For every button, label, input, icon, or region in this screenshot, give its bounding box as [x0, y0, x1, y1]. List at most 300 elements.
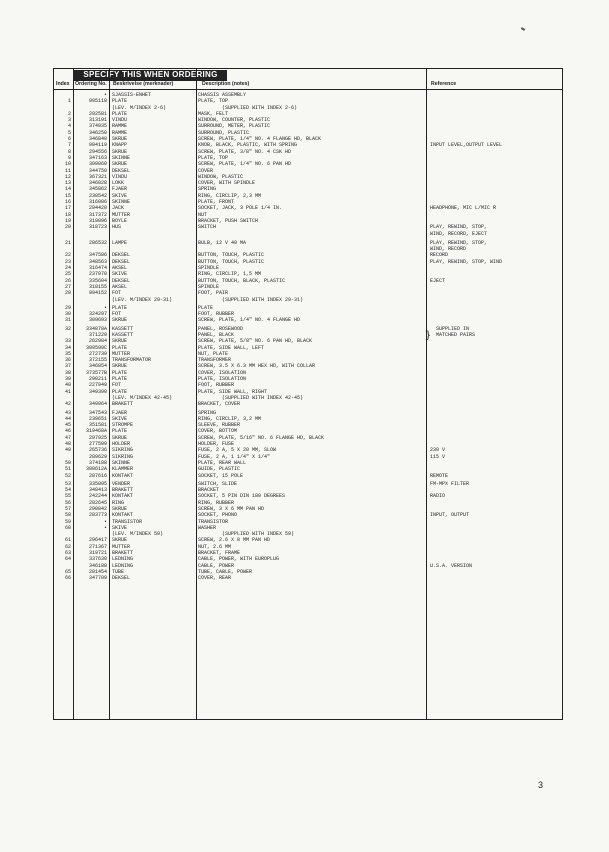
besk-cell: SKIVE — [112, 524, 128, 531]
desc-cell: BUTTON, TOUCH, BLACK, PLASTIC — [198, 277, 286, 284]
besk-cell: SKRUE — [112, 434, 128, 441]
desc-cell: PLATE, REAR WALL — [198, 459, 247, 466]
specify-banner: SPECIFY THIS WHEN ORDERING — [74, 70, 227, 80]
desc-cell: SCREW, 3.5 X 6.3 MM HEX HD, WITH COLLAR — [198, 363, 316, 370]
desc-cell: TRANSISTOR — [198, 518, 229, 525]
ordering-cell: 265736 — [88, 447, 107, 454]
desc-cell: COVER — [198, 167, 214, 174]
desc-cell: SOCKET, PHONO — [198, 512, 238, 519]
desc-cell: SCREW, PLATE, 3/8" NO. 4 CSK HD — [198, 148, 292, 155]
ordering-cell: 344750 — [88, 167, 107, 174]
desc-cell: SOCKET, 15 POLE — [198, 472, 244, 479]
index-cell: 6 — [67, 136, 71, 143]
besk-cell: AKSEL — [112, 265, 128, 272]
besk-cell: MUTTER — [112, 543, 131, 550]
desc-cell: CABLE, POWER, WITH EUROPLUG — [198, 556, 280, 563]
table-row — [54, 297, 564, 303]
besk-cell: KLAMMER — [112, 466, 134, 473]
ordering-cell: 277509 — [88, 441, 107, 448]
desc-cell: SLEEVE, RUBBER — [198, 422, 241, 429]
besk-cell: (LEV. M/INDEX 42-45) — [112, 394, 173, 401]
header-index: Index — [56, 81, 70, 87]
besk-cell: LOKK — [112, 180, 125, 187]
desc-cell: SCREW, PLATE, 1/4" NO. 4 FLANGE HD, BLACK — [198, 136, 322, 143]
desc-cell: HOLDER, FUSE — [198, 441, 235, 448]
besk-cell: RAMME — [112, 123, 128, 130]
besk-cell: KONTAKT — [112, 512, 134, 519]
ordering-cell: 239651 — [88, 415, 107, 422]
ref-cell: SUPPLIED IN — [430, 325, 470, 332]
besk-cell: PLATE — [112, 344, 128, 351]
besk-cell: STROMPE — [112, 422, 134, 429]
index-cell: 2 — [67, 110, 71, 117]
index-cell: 4 — [67, 123, 71, 130]
desc-cell: (SUPPLIED WITH INDEX 29-31) — [198, 296, 304, 303]
ordering-cell: 995118 — [88, 98, 107, 105]
ordering-cell: 230542 — [88, 192, 107, 199]
header-desc: Description (notes) — [202, 81, 250, 87]
index-cell: 17 — [64, 205, 71, 212]
besk-cell: SKRUE — [112, 148, 128, 155]
desc-cell: COVER, BOTTOM — [198, 428, 238, 435]
desc-cell: PANEL, BLACK — [198, 331, 235, 338]
desc-cell: FOOT, PAIR — [198, 290, 229, 297]
ordering-cell: 290211 — [88, 376, 107, 383]
besk-cell: (LEV. M/INDEX 2-6) — [112, 104, 167, 111]
besk-cell: SKINNE — [112, 459, 131, 466]
besk-cell: SKRUE — [112, 506, 128, 512]
besk-cell: LEDNING — [112, 556, 134, 563]
besk-cell: TRANSFORMATOR — [112, 357, 152, 364]
index-cell: 36 — [64, 357, 71, 364]
ref-cell: REMOTE — [430, 472, 449, 479]
index-cell: 32 — [64, 325, 71, 332]
besk-cell: MUTTER — [112, 350, 131, 357]
header-ordering: Ordering No. — [75, 81, 107, 87]
ordering-cell: 348563 — [88, 258, 107, 265]
ordering-cell: 262984 — [88, 338, 107, 345]
ordering-cell: 319721 — [88, 550, 107, 557]
besk-cell: VINDU — [112, 173, 128, 180]
ordering-cell: 309060 — [88, 161, 107, 168]
index-cell: 30 — [64, 311, 71, 318]
desc-cell: RING, CIRCLIP, 3,2 MM — [198, 415, 262, 422]
besk-cell: (LEV. M/INDEX 29-31) — [112, 296, 173, 303]
ordering-cell: 374188 — [88, 459, 107, 466]
index-cell: 50 — [64, 459, 71, 466]
ordering-cell: 994119 — [88, 142, 107, 149]
ordering-cell: 319096 — [88, 217, 107, 224]
index-cell: 20 — [64, 224, 71, 231]
index-cell: 16 — [64, 199, 71, 206]
ref-cell: PLAY, REWIND, STOP, — [430, 239, 488, 246]
desc-cell: SPRING — [198, 409, 217, 416]
table-row — [54, 231, 564, 237]
ordering-cell: • — [103, 304, 107, 311]
besk-cell: PLATE — [112, 428, 128, 435]
besk-cell: SKRUE — [112, 161, 128, 168]
besk-cell: FJAER — [112, 409, 128, 416]
ordering-cell: 334878A — [85, 325, 107, 332]
ordering-cell: 272739 — [88, 350, 107, 357]
ref-cell: INPUT LEVEL,OUTPUT LEVEL — [430, 142, 503, 149]
ref-cell: EJECT — [430, 277, 446, 284]
index-cell: 7 — [67, 142, 71, 149]
index-cell: 8 — [67, 148, 71, 155]
ordering-cell: 367321 — [88, 173, 107, 180]
desc-cell: SURROUND, METER, PLASTIC — [198, 123, 271, 130]
ordering-cell: 351581 — [88, 422, 107, 429]
index-cell: 49 — [64, 447, 71, 454]
ordering-cell: 286532 — [88, 239, 107, 246]
ordering-cell: 349964 — [88, 401, 107, 408]
ordering-cell: 347586 — [88, 252, 107, 259]
ref-cell: INPUT, OUTPUT — [430, 512, 470, 519]
ref-cell: HEADPHONE, MIC L/MIC R — [430, 205, 497, 212]
desc-cell: SPINDLE — [198, 283, 220, 290]
page-number: 3 — [538, 780, 544, 790]
ordering-cell: 289629 — [88, 453, 107, 460]
index-cell: 33 — [64, 338, 71, 345]
index-cell: 22 — [64, 252, 71, 259]
ref-cell: WIND, RECORD — [430, 246, 467, 253]
desc-cell: BRACKET, FRAME — [198, 550, 241, 557]
besk-cell: SKRUE — [112, 537, 128, 544]
ordering-cell: 374935 — [88, 123, 107, 130]
ordering-cell: 346854 — [88, 363, 107, 370]
besk-cell: SKRUE — [112, 338, 128, 345]
table-row — [54, 575, 564, 581]
desc-cell: SOCKET, 5 PIN DIN 180 DEGREES — [198, 493, 286, 500]
besk-cell: SJASSIS-ENHET — [112, 92, 152, 98]
ref-cell: 115 V — [430, 453, 446, 460]
index-cell: 59 — [64, 518, 71, 525]
ref-cell: PLAY, REWIND, STOP, WIND — [430, 258, 503, 265]
desc-cell: SWITCH — [198, 224, 217, 231]
index-cell: 15 — [64, 192, 71, 199]
desc-cell: COVER, REAR — [198, 575, 232, 582]
desc-cell: SCREW, 3 X 6 MM PAN HD — [198, 506, 265, 512]
index-cell: 34 — [64, 344, 71, 351]
ref-cell: 230 V — [430, 447, 446, 454]
desc-cell: RING, RUBBER — [198, 499, 235, 506]
ordering-cell: 335095 — [88, 480, 107, 487]
index-cell: 27 — [64, 283, 71, 290]
desc-cell: BRACKET, COVER — [198, 401, 241, 408]
ordering-cell: 347543 — [88, 409, 107, 416]
index-cell: 25 — [64, 271, 71, 278]
scan-mark — [521, 27, 525, 31]
desc-cell: CABLE, POWER — [198, 562, 235, 569]
ordering-cell: 317372 — [88, 211, 107, 218]
besk-cell: BRAKETT — [112, 550, 134, 557]
besk-cell: BRAKETT — [112, 401, 134, 408]
ordering-cell: 319468A — [85, 428, 107, 435]
ordering-cell: 346840 — [88, 136, 107, 143]
header-rule — [54, 89, 562, 90]
ordering-cell: 324297 — [88, 311, 107, 318]
besk-cell: KONTAKT — [112, 472, 134, 479]
ordering-cell: 335604 — [88, 277, 107, 284]
ordering-cell: 227949 — [88, 382, 107, 389]
ordering-cell: 271367 — [88, 543, 107, 550]
desc-cell: PLATE, SIDE WALL, RIGHT — [198, 388, 268, 395]
ordering-cell: 309693 — [88, 317, 107, 324]
ordering-cell: 292581 — [88, 110, 107, 117]
besk-cell: SKRUE — [112, 317, 128, 324]
desc-cell: SOCKET, JACK, 3 POLE 1/4 IN. — [198, 205, 283, 212]
besk-cell: LEDNING — [112, 562, 134, 569]
desc-cell: PLATE, FRONT — [198, 199, 235, 206]
index-cell: 9 — [67, 154, 71, 161]
ordering-cell: 316086 — [88, 199, 107, 206]
besk-cell: MUTTER — [112, 211, 131, 218]
index-cell: 24 — [64, 265, 71, 272]
ordering-cell: 346188 — [88, 562, 107, 569]
besk-cell: SIKRING — [112, 453, 134, 460]
index-cell: 13 — [64, 180, 71, 187]
ordering-cell: 283773 — [88, 512, 107, 519]
desc-cell: (SUPPLIED WITH INDEX 59) — [198, 531, 295, 538]
index-cell: 63 — [64, 550, 71, 557]
index-cell: 28 — [64, 290, 71, 297]
index-cell: 29 — [64, 304, 71, 311]
index-cell: 43 — [64, 409, 71, 416]
desc-cell: CHASSIS ASSEMBLY — [198, 92, 247, 98]
desc-cell: PANEL, ROSEWOOD — [198, 325, 244, 332]
desc-cell: NUT, PLATE — [198, 350, 229, 357]
desc-cell: FUSE, 2 A, 5 X 20 MM, SLOW — [198, 447, 277, 454]
besk-cell: SKINNE — [112, 199, 131, 206]
header-besk: Beskrivelse (merknader) — [113, 81, 174, 87]
ordering-cell: • — [103, 518, 107, 525]
besk-cell: (LEV. M/INDEX 59) — [112, 531, 164, 538]
index-cell: 39 — [64, 376, 71, 383]
table-body — [54, 92, 564, 582]
desc-cell: SCREW, PLATE, 5/8" NO. 6 PAN HD, BLACK — [198, 338, 313, 345]
besk-cell: DEKSEL — [112, 252, 131, 259]
index-cell: 44 — [64, 415, 71, 422]
index-cell: 40 — [64, 382, 71, 389]
index-cell: 1 — [67, 98, 71, 105]
besk-cell: PLATE — [112, 304, 128, 311]
index-cell: 61 — [64, 537, 71, 544]
desc-cell: BUTTON, TOUCH, PLASTIC — [198, 258, 265, 265]
index-cell: 10 — [64, 161, 71, 168]
desc-cell: RING, CIRCLIP, 2,3 MM — [198, 192, 262, 199]
ref-cell: WIND, RECORD, EJECT — [430, 230, 488, 237]
desc-cell: MASK, FELT — [198, 110, 229, 117]
index-cell: 45 — [64, 422, 71, 429]
ref-cell: PLAY, REWIND, STOP, — [430, 224, 488, 231]
besk-cell: FOT — [112, 290, 122, 297]
ordering-cell: 371229 — [88, 331, 107, 338]
index-cell: 12 — [64, 173, 71, 180]
ordering-cell: 294556 — [88, 148, 107, 155]
index-cell: 14 — [64, 186, 71, 193]
index-cell: 18 — [64, 211, 71, 218]
besk-cell: SKINNE — [112, 154, 131, 161]
besk-cell: KNAPP — [112, 142, 128, 149]
besk-cell: DEKSEL — [112, 258, 131, 265]
desc-cell: PLATE, TOP — [198, 154, 229, 161]
besk-cell: KASSETT — [112, 325, 134, 332]
ordering-cell: 300612A — [85, 466, 107, 473]
index-cell: 65 — [64, 568, 71, 575]
desc-cell: PLATE, TOP — [198, 98, 229, 105]
index-cell: 31 — [64, 317, 71, 324]
ordering-cell: 349390 — [88, 388, 107, 395]
index-cell: 3 — [67, 117, 71, 124]
desc-cell: (SUPPLIED WITH INDEX 2-6) — [198, 104, 298, 111]
index-cell: 58 — [64, 512, 71, 519]
desc-cell: TUBE, CABLE, POWER — [198, 568, 253, 575]
desc-cell: TRANSFORMER — [198, 357, 232, 364]
desc-cell: SCREW, PLATE, 1/4" NO. 6 PAN HD — [198, 161, 292, 168]
ordering-cell: 287616 — [88, 472, 107, 479]
ordering-cell: • — [103, 524, 107, 531]
brace-mark: } — [425, 330, 432, 342]
ordering-cell: 294420 — [88, 205, 107, 212]
besk-cell: KASSETT — [112, 331, 134, 338]
desc-cell: (SUPPLIED WITH INDEX 42-45) — [198, 394, 304, 401]
desc-cell: COVER, ISOLATION — [198, 369, 247, 376]
besk-cell: PLATE — [112, 369, 128, 376]
index-cell: 52 — [64, 472, 71, 479]
desc-cell: FOOT, RUBBER — [198, 382, 235, 389]
index-cell: 46 — [64, 428, 71, 435]
index-cell: 48 — [64, 441, 71, 448]
index-cell: 64 — [64, 556, 71, 563]
besk-cell: FJAER — [112, 186, 128, 193]
besk-cell: SIKRING — [112, 447, 134, 454]
index-cell: 54 — [64, 487, 71, 494]
besk-cell: VENDER — [112, 480, 131, 487]
ordering-cell: 347163 — [88, 154, 107, 161]
besk-cell: HOLDER — [112, 441, 131, 448]
ordering-cell: 242244 — [88, 493, 107, 500]
index-cell: 56 — [64, 499, 71, 506]
ordering-cell: 318155 — [88, 283, 107, 290]
index-cell: 23 — [64, 258, 71, 265]
besk-cell: SKIVE — [112, 271, 128, 278]
desc-cell: BUTTON, TOUCH, PLASTIC — [198, 252, 265, 259]
besk-cell: RAMME — [112, 129, 128, 136]
ordering-cell: 313191 — [88, 117, 107, 124]
desc-cell: PLATE, ISOLATION — [198, 376, 247, 383]
besk-cell: DEKSEL — [112, 167, 131, 174]
besk-cell: FOT — [112, 311, 122, 318]
desc-cell: KNOB, BLACK, PLASTIC, WITH SPRING — [198, 142, 298, 149]
index-cell: 41 — [64, 388, 71, 395]
index-cell: 42 — [64, 401, 71, 408]
besk-cell: VINDU — [112, 117, 128, 124]
ordering-cell: 346028 — [88, 180, 107, 187]
besk-cell: TRANSISTOR — [112, 518, 143, 525]
besk-cell: RING — [112, 499, 125, 506]
besk-cell: HUS — [112, 224, 122, 231]
ref-cell: RADIO — [430, 493, 446, 500]
desc-cell: BRACKET, PUSH SWITCH — [198, 217, 259, 224]
index-cell: 57 — [64, 506, 71, 512]
desc-cell: BULB, 12 V 40 MA — [198, 239, 247, 246]
ordering-cell: 373577B — [85, 369, 107, 376]
ordering-cell: 337630 — [88, 556, 107, 563]
ref-cell: U.S.A. VERSION — [430, 562, 473, 569]
desc-cell: BRACKET — [198, 487, 220, 494]
table-row — [54, 473, 564, 479]
index-cell: 11 — [64, 167, 71, 174]
table-row — [54, 401, 564, 407]
besk-cell: DEKSEL — [112, 575, 131, 582]
besk-cell: PLATE — [112, 388, 128, 395]
index-cell: 53 — [64, 480, 71, 487]
index-cell: 66 — [64, 575, 71, 582]
ordering-cell: 372155 — [88, 357, 107, 364]
desc-cell: WINDOW, PLASTIC — [198, 173, 244, 180]
desc-cell: SPINDLE — [198, 265, 220, 272]
desc-cell: WINDOW, COUNTER, PLASTIC — [198, 117, 271, 124]
desc-cell: WASHER — [198, 524, 217, 531]
ordering-cell: 309599C — [85, 344, 107, 351]
besk-cell: BOYLE — [112, 217, 128, 224]
ordering-cell: • — [103, 92, 107, 98]
besk-cell: SKIVE — [112, 415, 128, 422]
index-cell: 51 — [64, 466, 71, 473]
desc-cell: SCREW, PLATE, 5/16" NO. 6 FLANGE HD, BLACK — [198, 434, 325, 441]
ordering-cell: 345862 — [88, 186, 107, 193]
parts-table — [53, 68, 563, 720]
besk-cell: BRAKETT — [112, 487, 134, 494]
ref-cell: FM-MPX FILTER — [430, 480, 470, 487]
besk-cell: PLATE — [112, 98, 128, 105]
desc-cell: SWITCH, SLIDE — [198, 480, 238, 487]
ordering-cell: 290842 — [88, 506, 107, 512]
ordering-cell: 348413 — [88, 487, 107, 494]
ordering-cell: 282645 — [88, 499, 107, 506]
besk-cell: PLATE — [112, 376, 128, 383]
index-cell: 26 — [64, 277, 71, 284]
ordering-cell: 346250 — [88, 129, 107, 136]
ordering-cell: 297925 — [88, 434, 107, 441]
index-cell: 62 — [64, 543, 71, 550]
desc-cell: NUT — [198, 211, 208, 218]
besk-cell: DEKSEL — [112, 277, 131, 284]
index-cell: 38 — [64, 369, 71, 376]
ref-cell: RECORD — [430, 252, 449, 259]
ordering-cell: 316474 — [88, 265, 107, 272]
ordering-cell: 318723 — [88, 224, 107, 231]
ordering-cell: 281454 — [88, 568, 107, 575]
besk-cell: FOT — [112, 382, 122, 389]
desc-cell: PLATE — [198, 304, 214, 311]
besk-cell: JACK — [112, 205, 125, 212]
index-cell: 47 — [64, 434, 71, 441]
besk-cell: SKRUE — [112, 136, 128, 143]
ordering-cell: 237970 — [88, 271, 107, 278]
ordering-cell: 296417 — [88, 537, 107, 544]
besk-cell: AKSEL — [112, 283, 128, 290]
index-cell: 55 — [64, 493, 71, 500]
desc-cell: NUT, 2.6 MM — [198, 543, 232, 550]
desc-cell: RING, CIRCLIP, 1,5 MM — [198, 271, 262, 278]
desc-cell: GUIDE, PLASTIC — [198, 466, 241, 473]
besk-cell: LAMPE — [112, 239, 128, 246]
besk-cell: KONTAKT — [112, 493, 134, 500]
desc-cell: FOOT, RUBBER — [198, 311, 235, 318]
index-cell: 19 — [64, 217, 71, 224]
besk-cell: SKRUE — [112, 363, 128, 370]
